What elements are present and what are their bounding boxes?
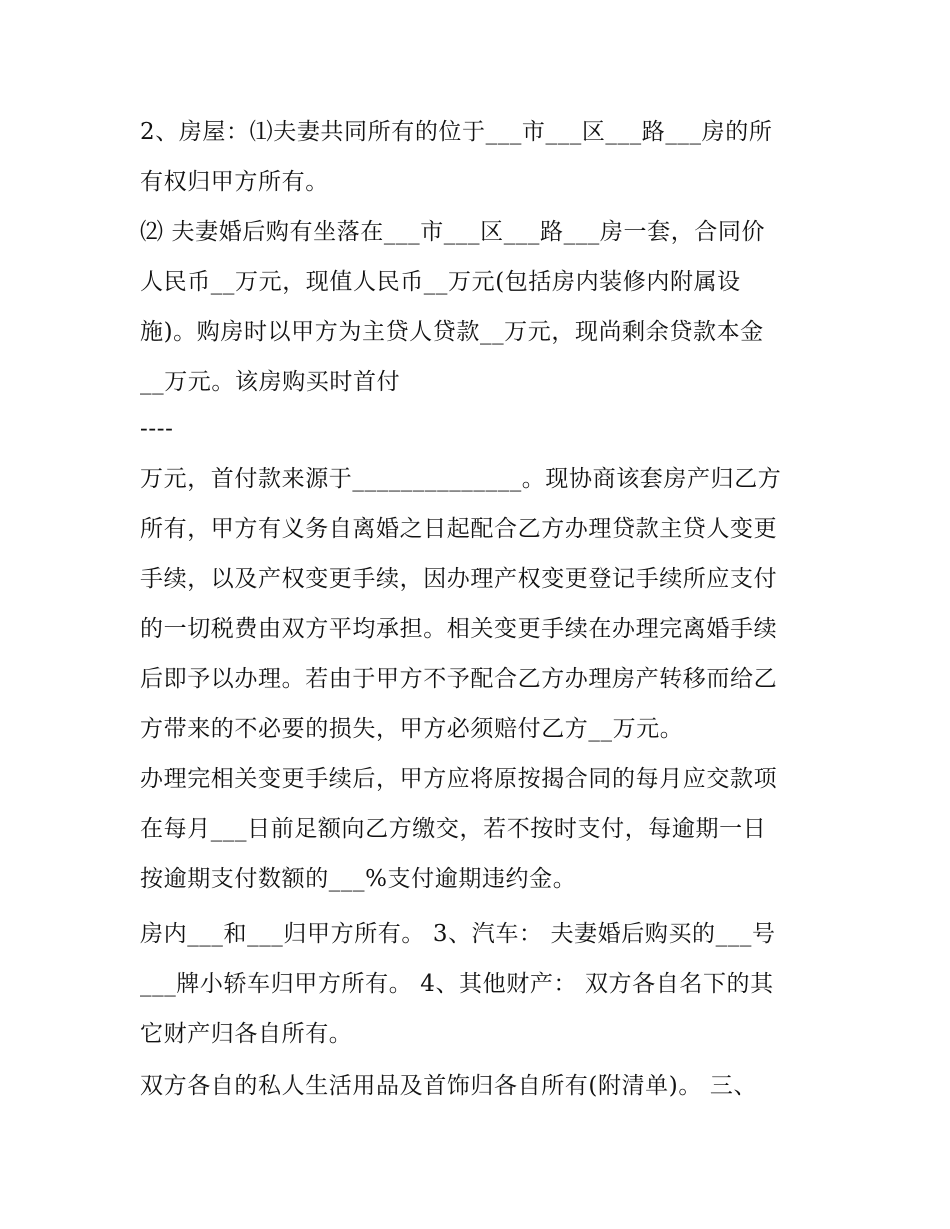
text-line: 万元，首付款来源于______________。现协商该套房产归乙方 — [140, 466, 782, 492]
text-line: 双方各自的私人生活用品及首饰归各自所有(附清单)。 三、 — [140, 1073, 758, 1099]
text-line: 所有，甲方有义务自离婚之日起配合乙方办理贷款主贷人变更 — [140, 516, 778, 542]
text-line: 有权归甲方所有。 — [140, 169, 329, 195]
text-line: 方带来的不必要的损失，甲方必须赔付乙方__万元。 — [140, 716, 684, 742]
text-line: 手续，以及产权变更手续，因办理产权变更登记手续所应支付 — [140, 566, 778, 592]
text-line: 人民币__万元，现值人民币__万元(包括房内装修内附属设 — [140, 269, 741, 295]
text-line: 的一切税费由双方平均承担。相关变更手续在办理完离婚手续 — [140, 616, 778, 642]
text-line: __万元。该房购买时首付 — [140, 369, 401, 395]
text-line: 后即予以办理。若由于甲方不予配合乙方办理房产转移而给乙 — [140, 666, 778, 692]
text-line: 房内___和___归甲方所有。 3、汽车： 夫妻婚后购买的___号 — [140, 921, 776, 947]
text-line: 办理完相关变更手续后，甲方应将原按揭合同的每月应交款项 — [140, 766, 778, 792]
text-line: 施)。购房时以甲方为主贷人贷款__万元，现尚剩余贷款本金 — [140, 319, 764, 345]
text-line: 在每月___日前足额向乙方缴交，若不按时支付，每逾期一日 — [140, 816, 767, 842]
text-line: ___牌小轿车归甲方所有。 4、其他财产： 双方各自名下的其 — [140, 971, 774, 997]
text-line: 2、房屋：⑴夫妻共同所有的位于___市___区___路___房的所 — [140, 119, 773, 145]
text-line: ⑵ 夫妻婚后购有坐落在___市___区___路___房一套，合同价 — [140, 219, 766, 245]
text-line: 按逾期支付数额的___%支付逾期违约金。 — [140, 866, 577, 892]
page-break-marker: ---- — [140, 416, 174, 442]
text-line: 它财产归各自所有。 — [140, 1021, 353, 1047]
